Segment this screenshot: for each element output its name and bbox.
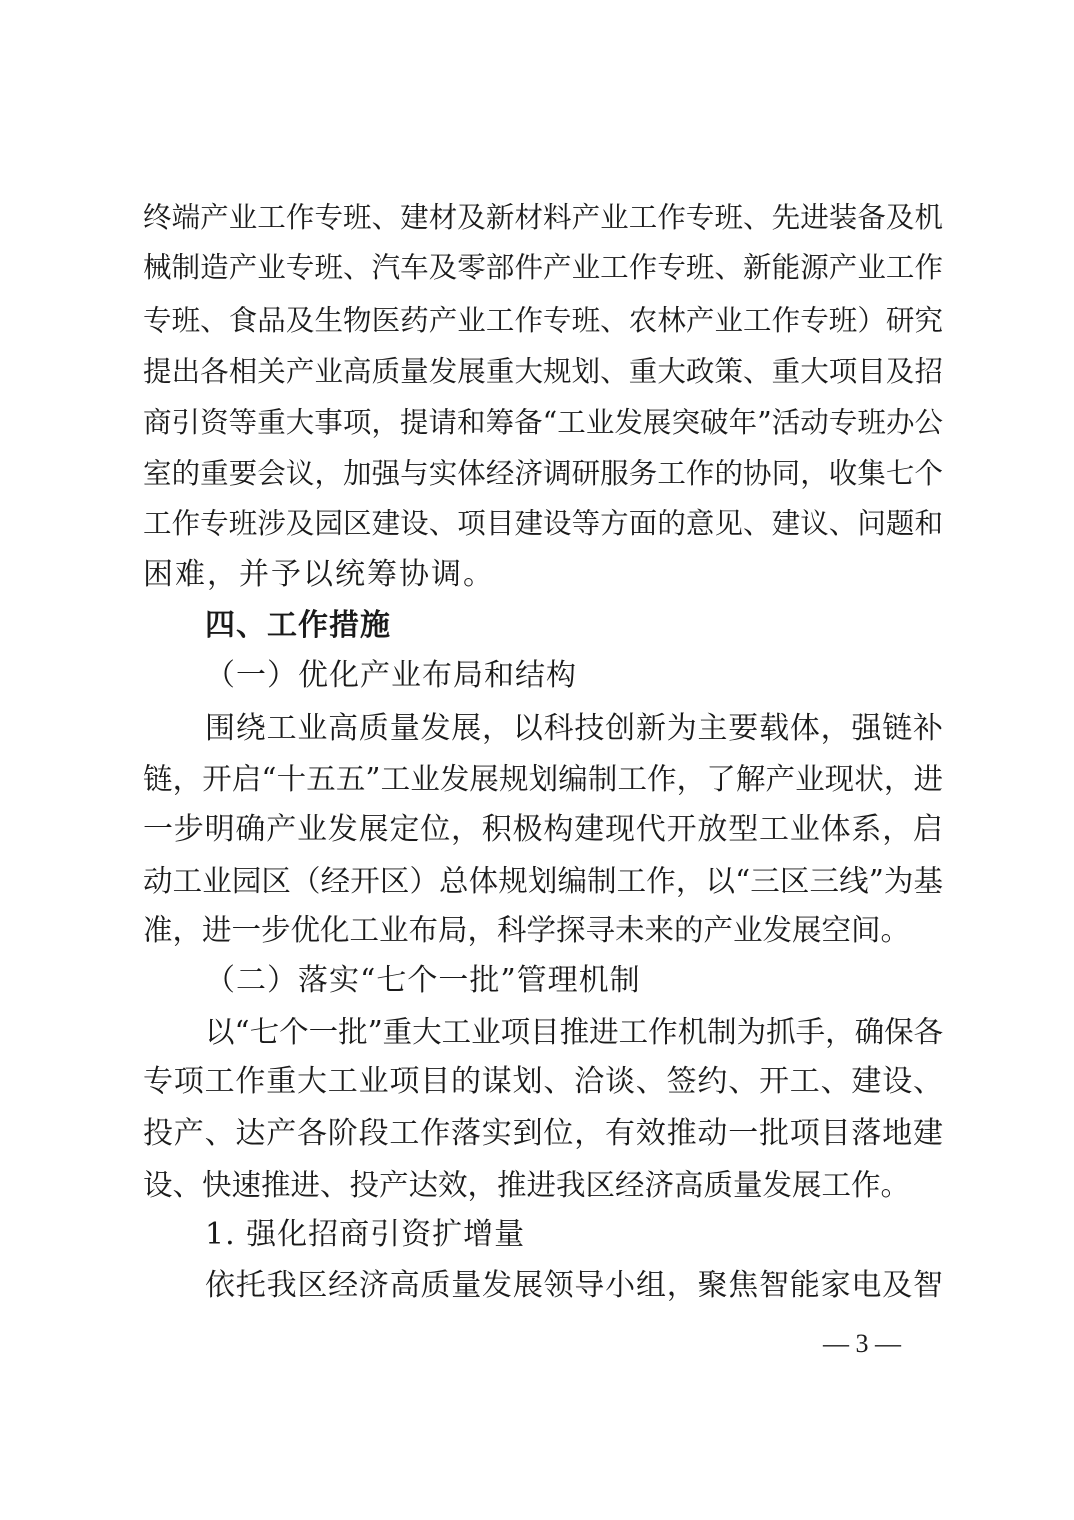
paragraph-line: 室的重要会议，加强与实体经济调研服务工作的协同，收集七个: [143, 457, 943, 490]
paragraph-line: 动工业园区（经开区）总体规划编制工作，以“三区三线”为基: [143, 864, 943, 898]
paragraph-line: 专班、食品及生物医药产业工作专班、农林产业工作专班）研究: [143, 304, 943, 337]
paragraph-line: 设、快速推进、投产达效，推进我区经济高质量发展工作。: [143, 1168, 911, 1202]
paragraph-line: 准，进一步优化工业布局，科学探寻未来的产业发展空间。: [143, 913, 911, 947]
paragraph-line: 围绕工业高质量发展，以科技创新为主要载体，强链补: [205, 711, 943, 746]
paragraph-line: 工作专班涉及园区建设、项目建设等方面的意见、建议、问题和: [143, 507, 943, 540]
paragraph-line: 商引资等重大事项，提请和筹备“工业发展突破年”活动专班办公: [143, 406, 943, 439]
paragraph-line: 专项工作重大工业项目的谋划、洽谈、签约、开工、建设、: [143, 1064, 943, 1099]
paragraph-line: 依托我区经济高质量发展领导小组，聚焦智能家电及智: [205, 1268, 943, 1303]
subsection-heading: （二）落实“七个一批”管理机制: [205, 963, 641, 998]
page-number: — 3 —: [823, 1329, 901, 1358]
paragraph-line: 以“七个一批”重大工业项目推进工作机制为抓手，确保各: [205, 1015, 944, 1049]
paragraph-line: 链，开启“十五五”工业发展规划编制工作，了解产业现状，进: [143, 762, 943, 796]
paragraph-line: 投产、达产各阶段工作落实到位，有效推动一批项目落地建: [143, 1116, 943, 1151]
section-heading: 四、工作措施: [205, 608, 391, 643]
paragraph-line: 困难，并予以统筹协调。: [143, 557, 495, 592]
paragraph-line: 一步明确产业发展定位，积极构建现代开放型工业体系，启: [143, 812, 943, 847]
paragraph-line: 械制造产业专班、汽车及零部件产业工作专班、新能源产业工作: [143, 251, 943, 284]
paragraph-line: 提出各相关产业高质量发展重大规划、重大政策、重大项目及招: [143, 355, 943, 388]
paragraph-line: 终端产业工作专班、建材及新材料产业工作专班、先进装备及机: [143, 201, 943, 234]
numbered-subheading: 1. 强化招商引资扩增量: [205, 1217, 526, 1252]
subsection-heading: （一）优化产业布局和结构: [205, 658, 577, 693]
